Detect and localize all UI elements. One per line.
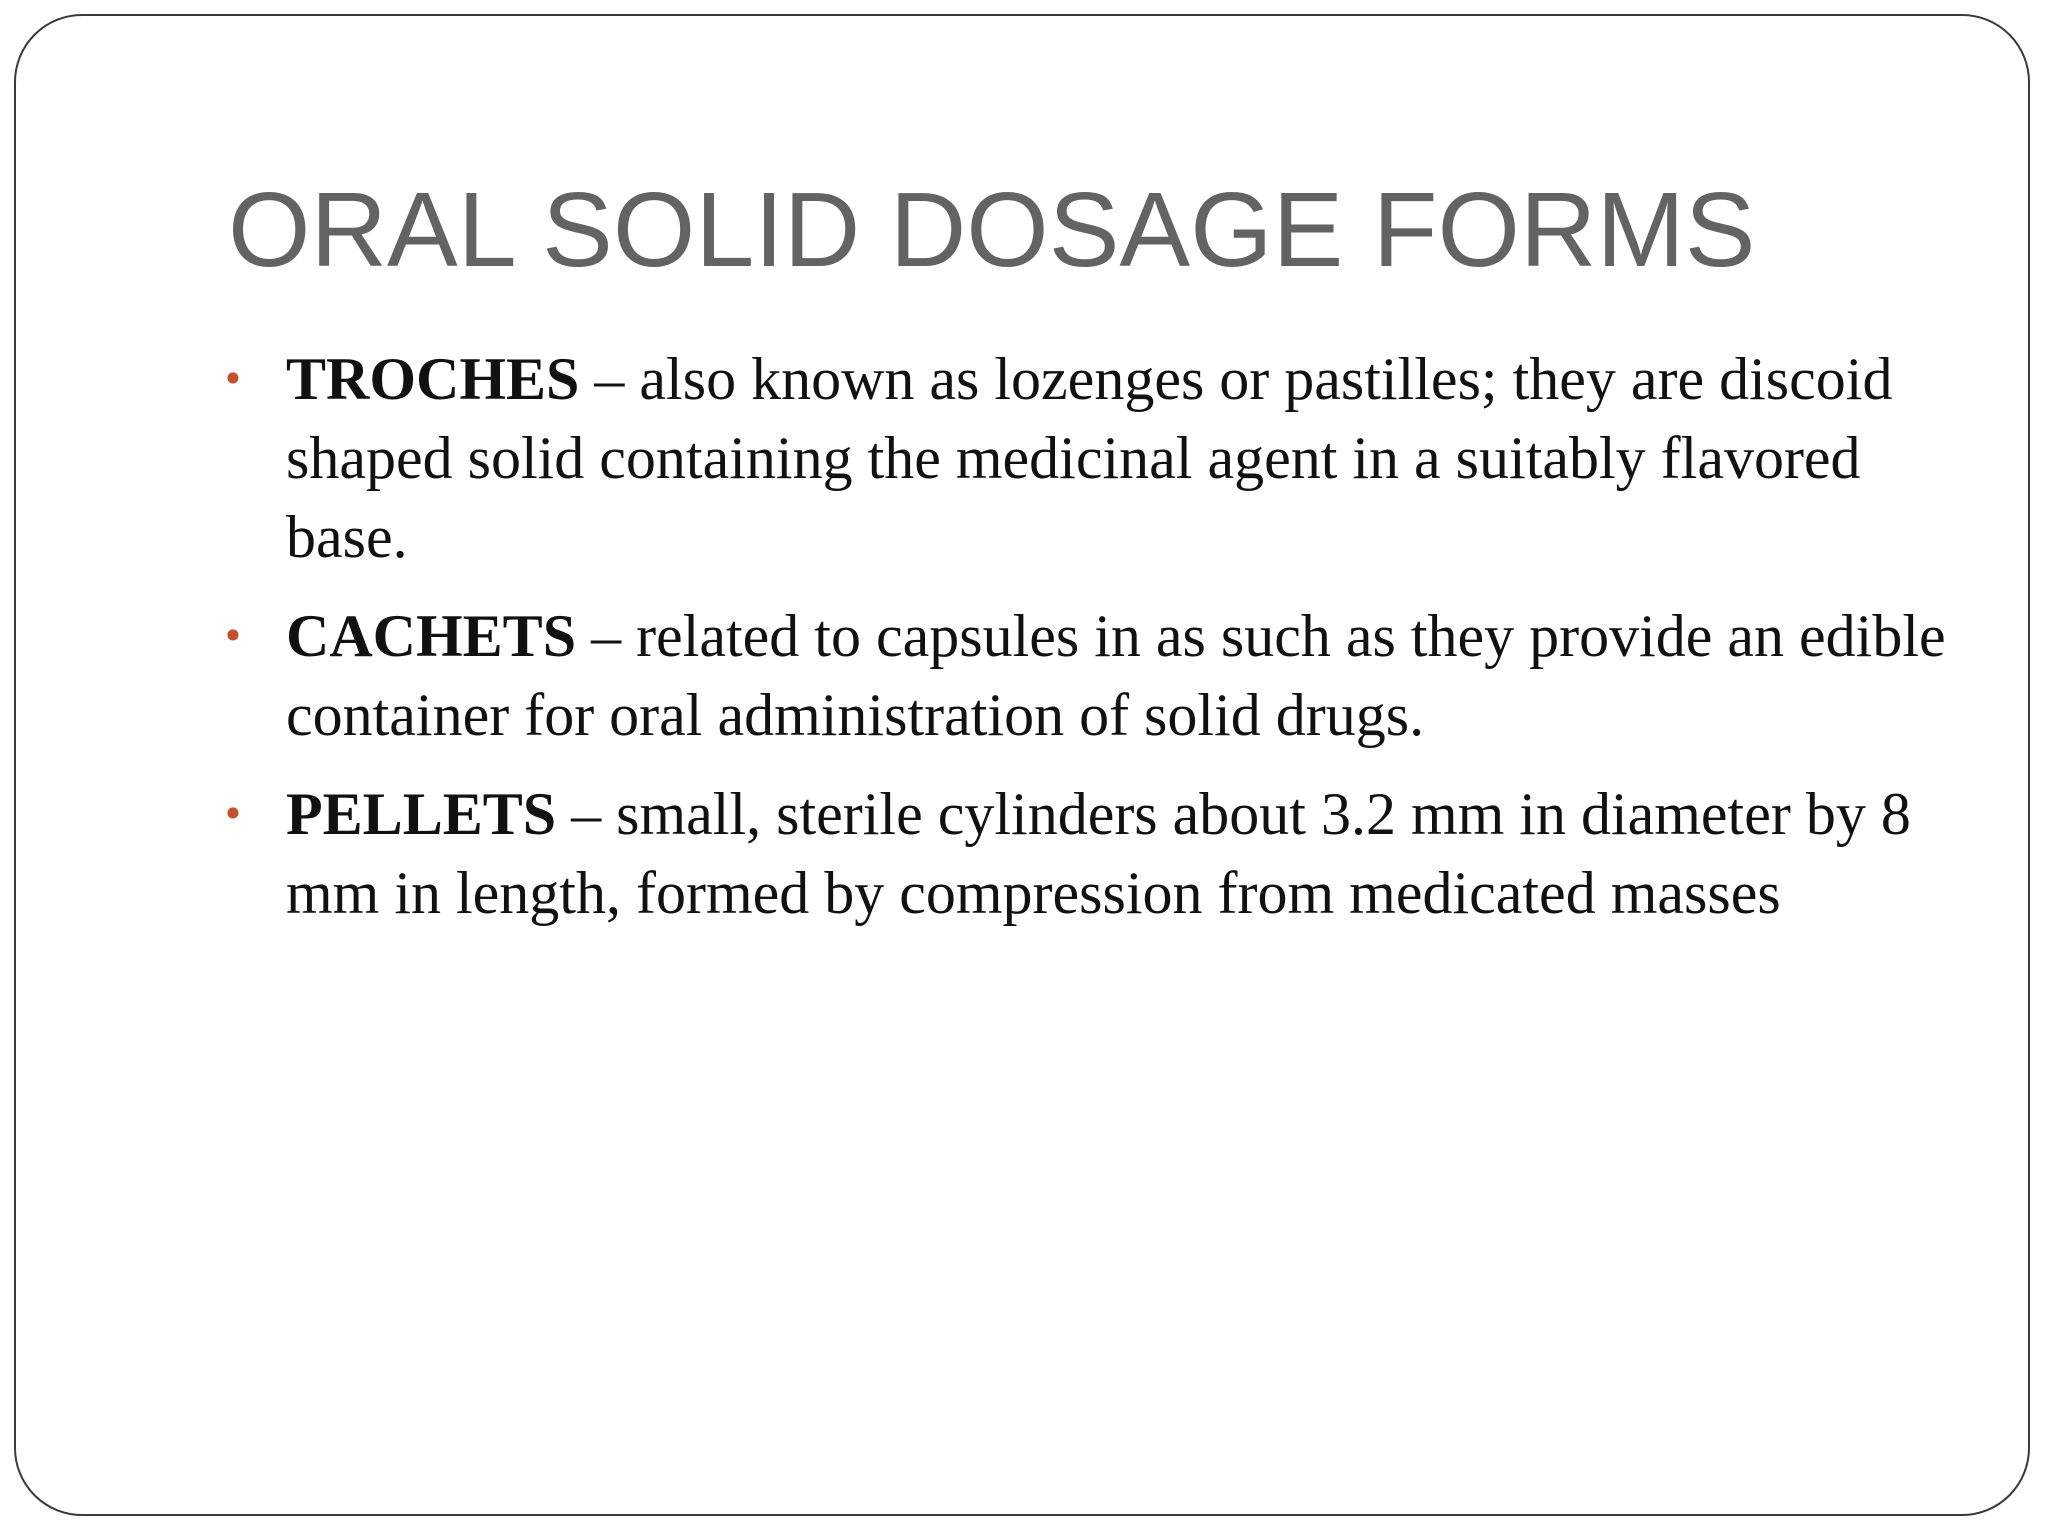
bullet-dot-icon: • xyxy=(221,614,245,658)
description-cachets: – related to capsules in as such as they provide an edible container for oral administration of solid drugs. xyxy=(286,603,1946,748)
bullet-list xyxy=(221,340,1946,953)
list-item-pellets xyxy=(221,775,1946,933)
bullet-dot-icon: • xyxy=(221,357,245,401)
term-troches: TROCHES xyxy=(286,346,580,412)
bullet-dot-icon: • xyxy=(221,792,245,836)
term-pellets: PELLETS xyxy=(286,781,557,847)
list-item-cachets xyxy=(221,597,1946,755)
list-item-troches xyxy=(221,340,1946,577)
description-troches: – also known as lozenges or pastilles; they are discoid shaped solid containing the medicinal agent in a suitably flavored base. xyxy=(286,346,1893,570)
term-cachets: CACHETS xyxy=(286,603,577,669)
description-pellets: – small, sterile cylinders about 3.2 mm in diameter by 8 mm in length, formed by compression from medicated masses xyxy=(286,781,1911,926)
slide-title: ORAL SOLID DOSAGE FORMS xyxy=(228,171,1756,289)
